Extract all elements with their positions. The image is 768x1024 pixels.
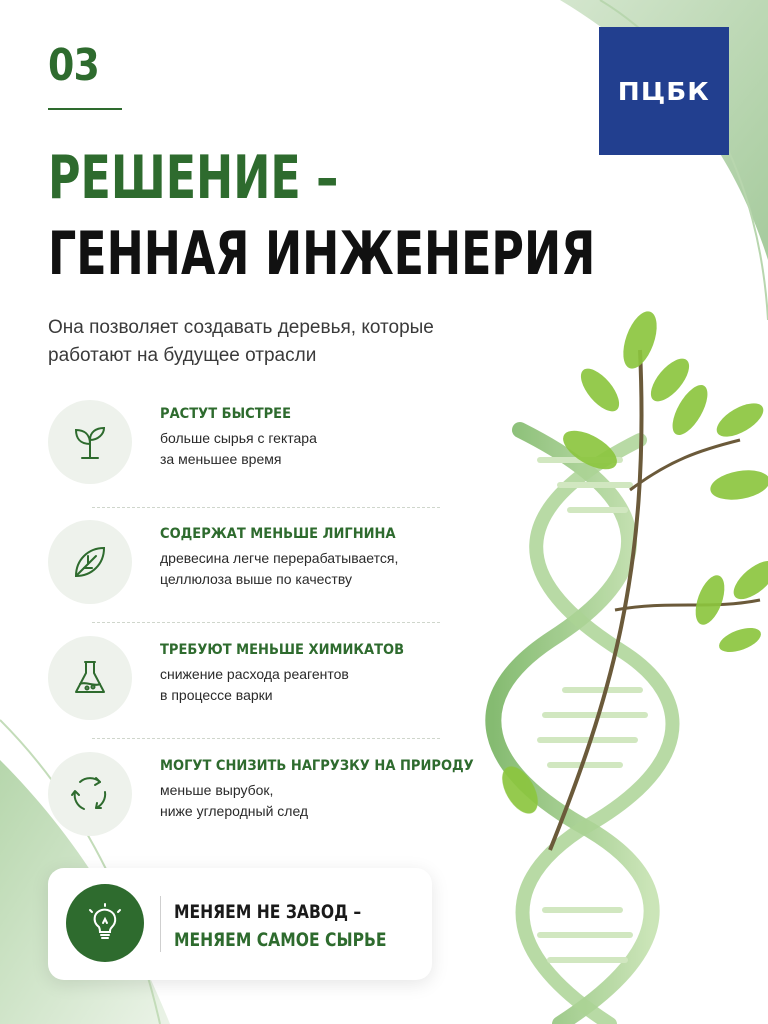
company-logo: [599, 27, 729, 155]
feature-item: [48, 520, 448, 616]
lightbulb-icon: [85, 903, 125, 943]
feature-desc-line: больше сырья с гектара: [160, 430, 317, 446]
feature-item: [48, 400, 448, 496]
feature-desc-line: в процессе варки: [160, 687, 273, 703]
feature-icon-circle: [48, 520, 132, 604]
feature-desc-line: снижение расхода реагентов: [160, 666, 349, 682]
feature-divider: [92, 507, 440, 508]
feature-description: [160, 664, 460, 706]
section-number-underline: [48, 108, 122, 110]
feature-item: [48, 752, 474, 848]
feature-desc-line: за меньшее время: [160, 451, 282, 467]
feature-item: [48, 636, 448, 732]
callout-icon-circle: [66, 884, 144, 962]
callout-card: [48, 868, 432, 980]
title-line-2: ГЕННАЯ ИНЖЕНЕРИЯ: [48, 219, 596, 289]
section-number: 03: [48, 40, 99, 91]
feature-desc-line: ниже углеродный след: [160, 803, 309, 819]
flask-icon: [70, 658, 110, 698]
page-subtitle: Она позволяет создавать деревья, которые работают на будущее отрасли: [48, 317, 434, 366]
leaf-icon: [70, 542, 110, 582]
feature-desc-line: целлюлоза выше по качеству: [160, 571, 352, 587]
feature-desc-line: древесина легче перерабатывается,: [160, 550, 399, 566]
feature-icon-circle: [48, 400, 132, 484]
feature-description: [160, 548, 460, 590]
feature-icon-circle: [48, 636, 132, 720]
feature-divider: [92, 738, 440, 739]
title-line-1: РЕШЕНИЕ –: [48, 143, 339, 213]
feature-description: [160, 780, 460, 822]
feature-title: МОГУТ СНИЗИТЬ НАГРУЗКУ НА ПРИРОДУ: [160, 758, 474, 774]
feature-title: СОДЕРЖАТ МЕНЬШЕ ЛИГНИНА: [160, 526, 396, 542]
feature-title: ТРЕБУЮТ МЕНЬШЕ ХИМИКАТОВ: [160, 642, 405, 658]
callout-text: [174, 898, 387, 954]
page-title: [48, 140, 595, 292]
logo-text: ПЦБК: [617, 76, 710, 106]
dna-plant-illustration: [440, 270, 768, 1024]
feature-desc-line: меньше вырубок,: [160, 782, 274, 798]
feature-description: [160, 428, 460, 470]
feature-divider: [92, 622, 440, 623]
feature-icon-circle: [48, 752, 132, 836]
callout-line-1: МЕНЯЕМ НЕ ЗАВОД –: [174, 901, 362, 923]
feature-title: РАСТУТ БЫСТРЕЕ: [160, 406, 291, 422]
sprout-icon: [70, 422, 110, 462]
callout-separator: [160, 896, 161, 952]
callout-line-2: МЕНЯЕМ САМОЕ СЫРЬЕ: [174, 929, 387, 951]
recycle-icon: [68, 772, 112, 816]
